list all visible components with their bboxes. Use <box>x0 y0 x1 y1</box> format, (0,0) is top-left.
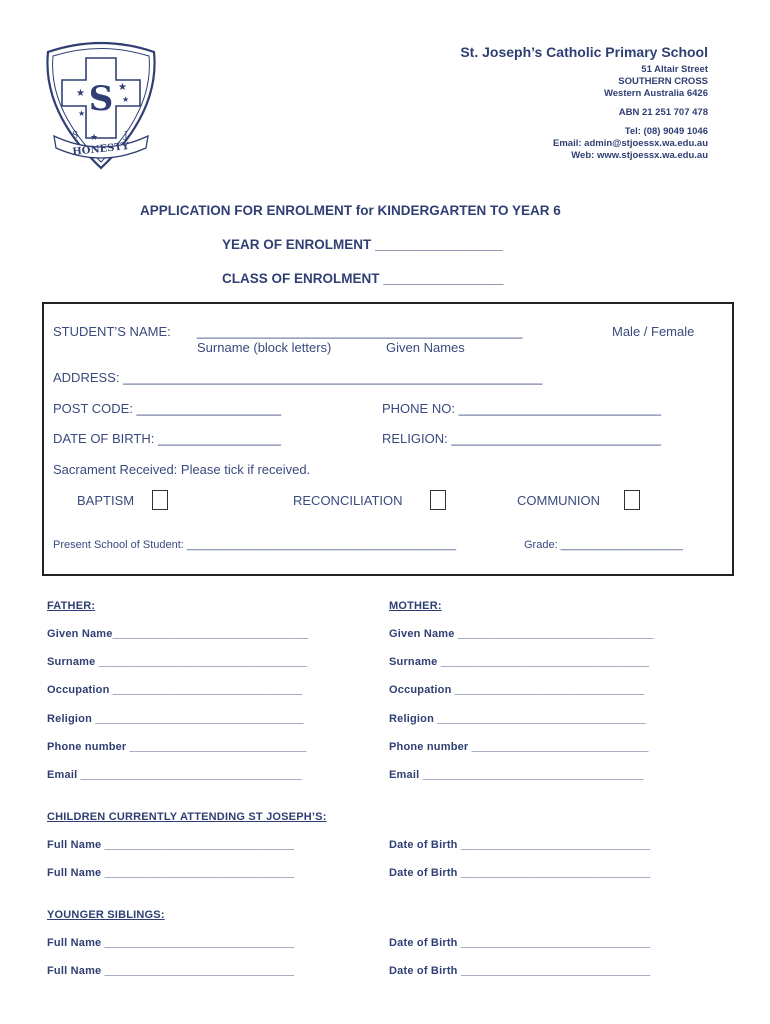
address-field[interactable]: ADDRESS: __________________________________________________________ <box>53 370 543 385</box>
communion-checkbox[interactable] <box>624 490 640 510</box>
father-occupation-field[interactable]: Occupation ______________________________ <box>47 684 303 696</box>
school-crest-logo <box>40 40 162 172</box>
sibling-dob-field-2[interactable]: Date of Birth ______________________________ <box>389 965 651 977</box>
father-religion-field[interactable]: Religion _________________________________ <box>47 713 304 725</box>
child-full-name-field-1[interactable]: Full Name ______________________________ <box>47 839 295 851</box>
crest-right-initial: J <box>124 131 128 141</box>
svg-text:★: ★ <box>122 95 130 104</box>
school-tel: Tel: (08) 9049 1046 <box>624 126 708 137</box>
mother-occupation-field[interactable]: Occupation ______________________________ <box>389 684 645 696</box>
student-name-field[interactable]: _____________________________________________ <box>197 324 523 339</box>
crest-letter: S <box>88 79 114 119</box>
post-code-field[interactable]: POST CODE: ____________________ <box>53 401 282 416</box>
father-phone-field[interactable]: Phone number ____________________________ <box>47 741 307 753</box>
given-names-hint: Given Names <box>386 340 465 355</box>
father-surname-field[interactable]: Surname _________________________________ <box>47 656 308 668</box>
student-name-label: STUDENT’S NAME: <box>53 324 171 339</box>
communion-label: COMMUNION <box>517 493 601 508</box>
mother-given-name-field[interactable]: Given Name _______________________________ <box>389 628 654 640</box>
father-email-field[interactable]: Email ___________________________________ <box>47 769 302 781</box>
school-abn: ABN 21 251 707 478 <box>618 107 708 118</box>
father-heading: FATHER: <box>47 600 96 612</box>
gender-field[interactable]: Male / Female <box>612 324 695 339</box>
crest-motto: HONESTY <box>71 141 130 158</box>
svg-text:★: ★ <box>76 88 85 99</box>
crest-left-initial: S <box>72 131 79 141</box>
phone-no-field[interactable]: PHONE NO: ____________________________ <box>382 401 662 416</box>
year-of-enrolment-field[interactable]: YEAR OF ENROLMENT _________________ <box>222 237 503 252</box>
child-full-name-field-2[interactable]: Full Name ______________________________ <box>47 867 295 879</box>
school-state: Western Australia 6426 <box>603 88 708 99</box>
class-of-enrolment-field[interactable]: CLASS OF ENROLMENT ________________ <box>222 271 504 286</box>
children-attending-heading: CHILDREN CURRENTLY ATTENDING ST JOSEPH’S: <box>47 811 327 823</box>
surname-hint: Surname (block letters) <box>197 340 332 355</box>
baptism-checkbox[interactable] <box>152 490 168 510</box>
svg-text:★: ★ <box>118 82 127 93</box>
school-info <box>460 44 708 162</box>
grade-field[interactable]: Grade: ____________________ <box>524 539 684 551</box>
reconciliation-label: RECONCILIATION <box>293 493 403 508</box>
reconciliation-checkbox[interactable] <box>430 490 446 510</box>
child-dob-field-1[interactable]: Date of Birth ______________________________ <box>389 839 651 851</box>
present-school-field[interactable]: Present School of Student: ____________________________________________ <box>53 539 457 551</box>
mother-email-field[interactable]: Email ___________________________________ <box>389 769 644 781</box>
mother-surname-field[interactable]: Surname _________________________________ <box>389 656 650 668</box>
mother-religion-field[interactable]: Religion _________________________________ <box>389 713 646 725</box>
school-town: SOUTHERN CROSS <box>618 76 708 87</box>
form-title: APPLICATION FOR ENROLMENT for KINDERGARTEN TO YEAR 6 <box>140 203 561 218</box>
religion-field[interactable]: RELIGION: _____________________________ <box>382 431 662 446</box>
school-email: Email: admin@stjoessx.wa.edu.au <box>553 138 708 149</box>
svg-text:★: ★ <box>90 133 99 143</box>
svg-text:★: ★ <box>78 109 86 118</box>
sacrament-label: Sacrament Received: Please tick if received. <box>53 462 311 477</box>
younger-siblings-heading: YOUNGER SIBLINGS: <box>47 909 165 921</box>
sibling-full-name-field-1[interactable]: Full Name ______________________________ <box>47 937 295 949</box>
sibling-full-name-field-2[interactable]: Full Name ______________________________ <box>47 965 295 977</box>
school-web: Web: www.stjoessx.wa.edu.au <box>571 150 708 161</box>
mother-heading: MOTHER: <box>389 600 442 612</box>
child-dob-field-2[interactable]: Date of Birth ______________________________ <box>389 867 651 879</box>
baptism-label: BAPTISM <box>77 493 135 508</box>
father-given-name-field[interactable]: Given Name_______________________________ <box>47 628 309 640</box>
mother-phone-field[interactable]: Phone number ____________________________ <box>389 741 649 753</box>
school-street: 51 Altair Street <box>641 64 708 75</box>
school-name: St. Joseph’s Catholic Primary School <box>460 44 708 60</box>
date-of-birth-field[interactable]: DATE OF BIRTH: _________________ <box>53 431 281 446</box>
sibling-dob-field-1[interactable]: Date of Birth ______________________________ <box>389 937 651 949</box>
